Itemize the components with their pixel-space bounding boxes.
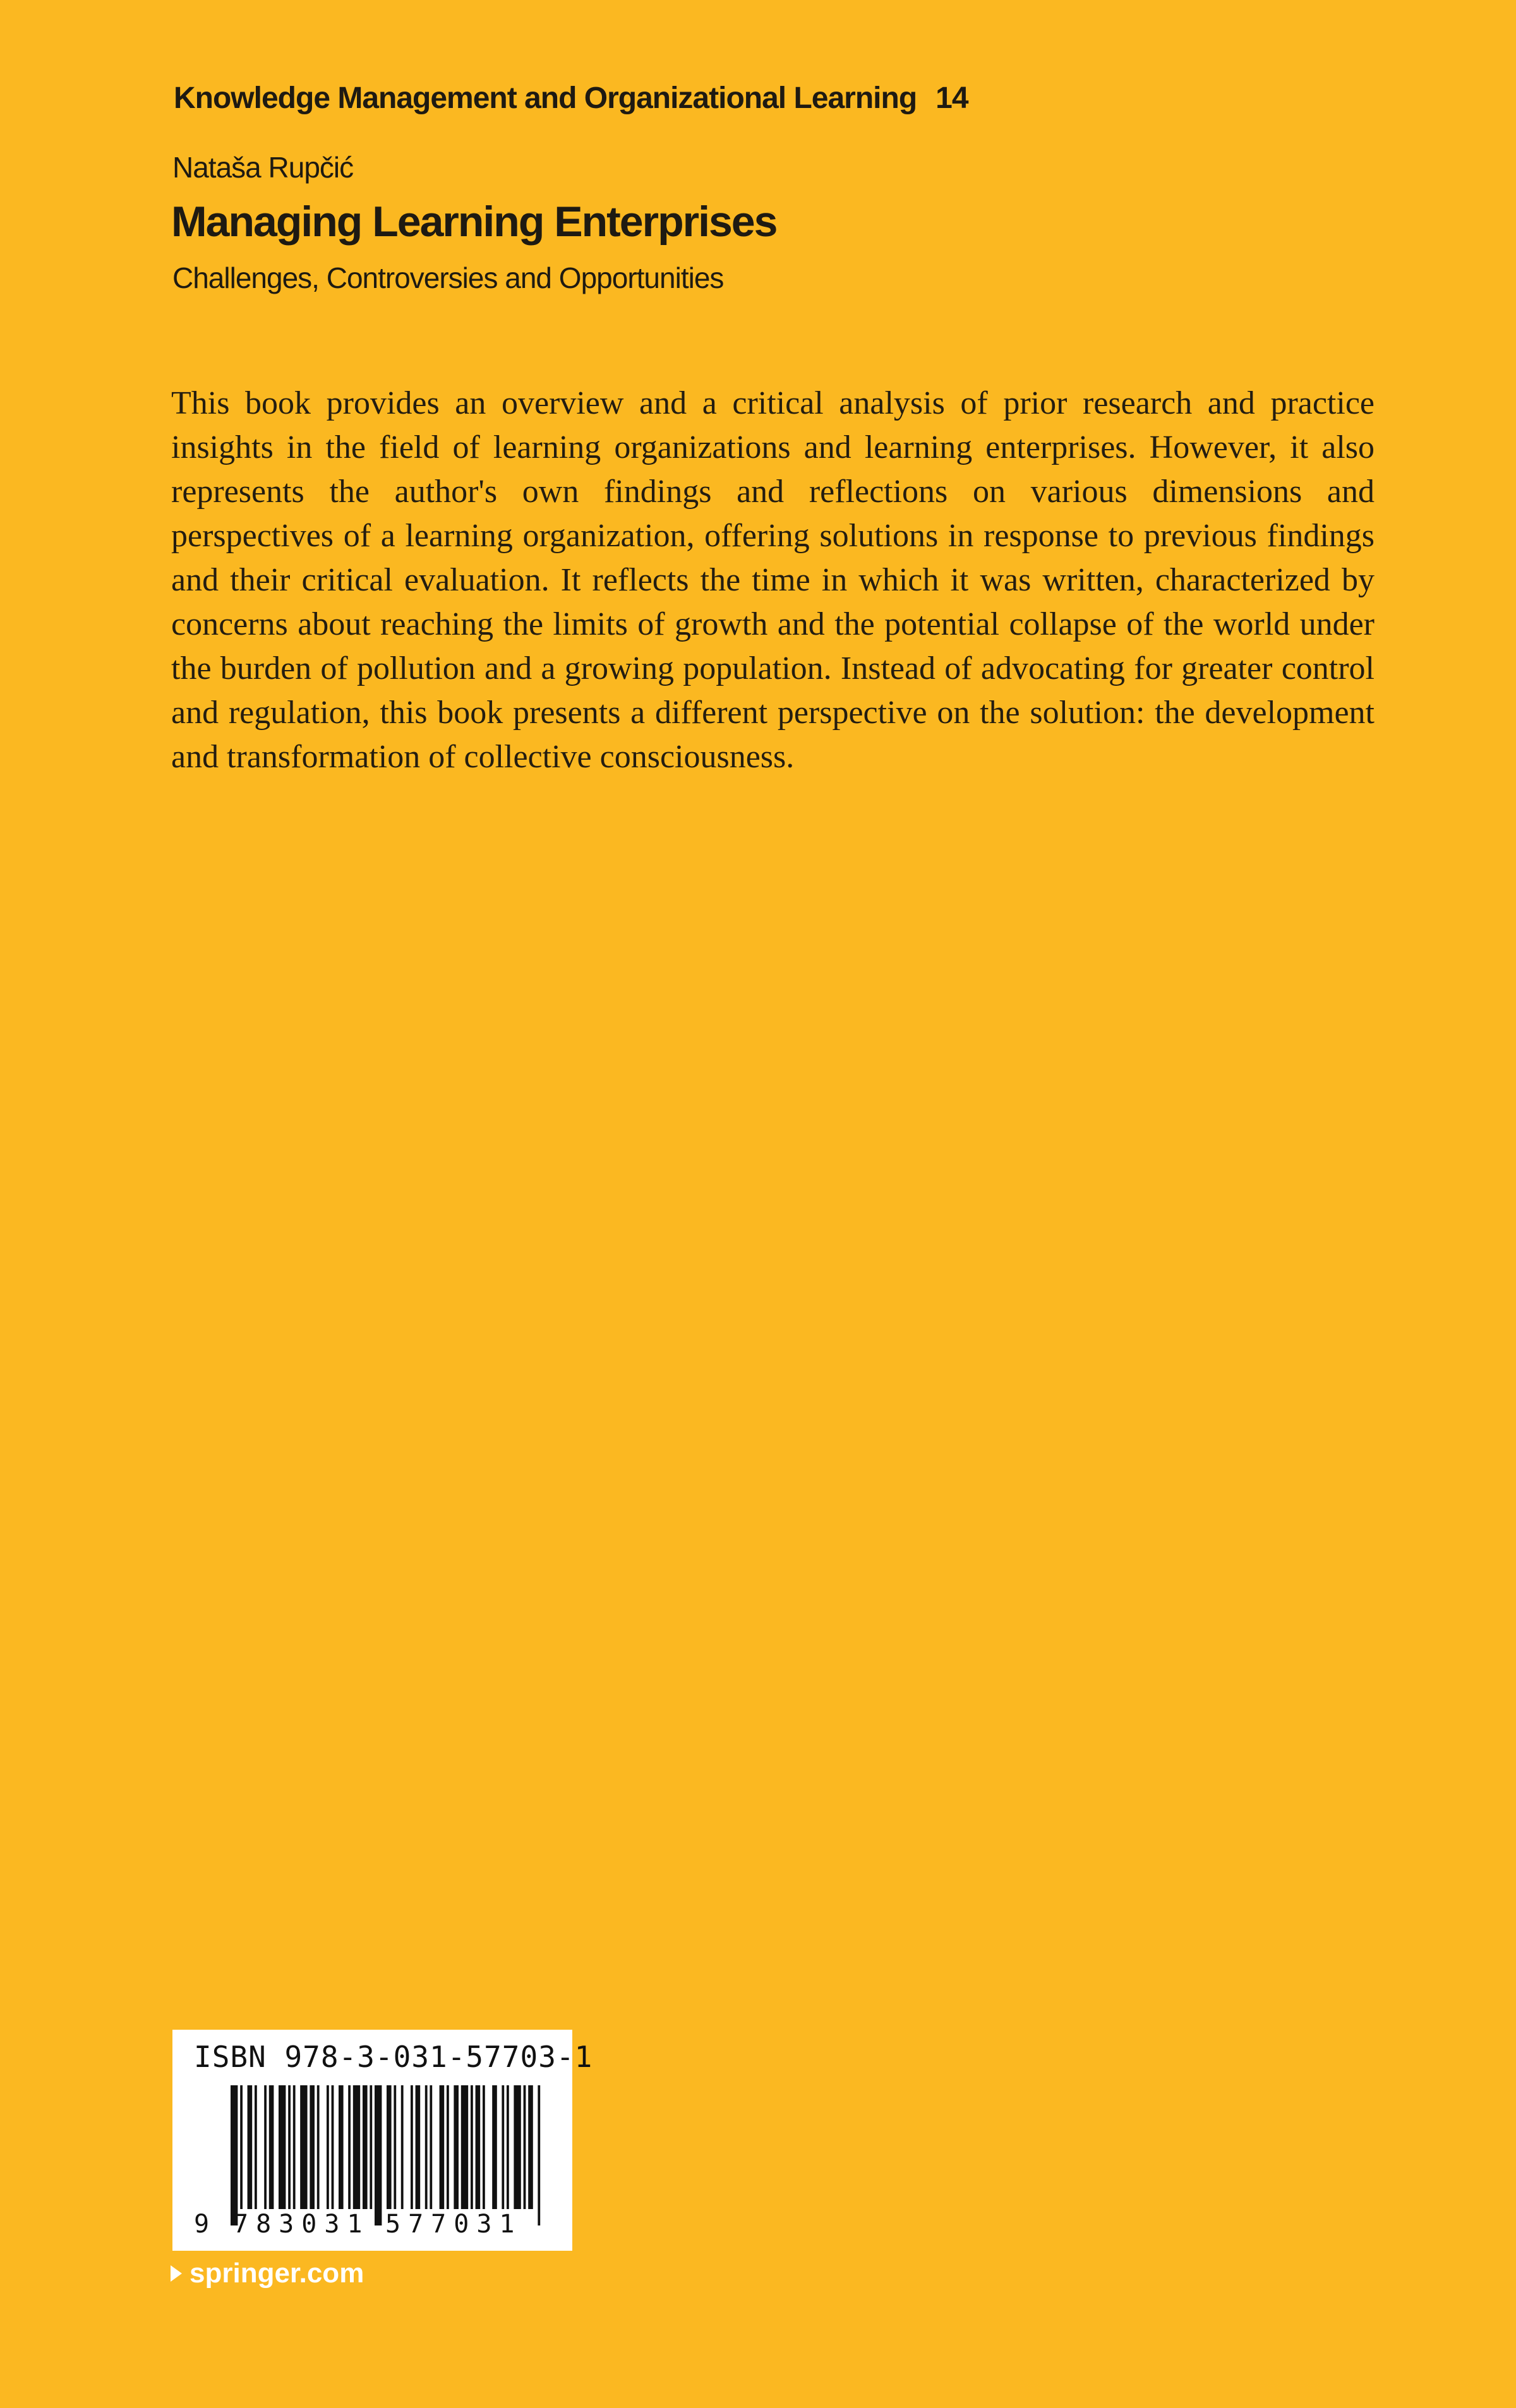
barcode-bar (293, 2085, 296, 2209)
barcode-bar (339, 2085, 344, 2209)
book-title: Managing Learning Enterprises (171, 198, 777, 246)
barcode-bar (447, 2085, 449, 2209)
arrow-right-icon (171, 2265, 182, 2282)
barcode-bar (507, 2085, 509, 2209)
author-name: Nataša Rupčić (172, 151, 354, 184)
barcode-bar (327, 2085, 329, 2209)
barcode-bar (440, 2085, 445, 2209)
barcode-bar (279, 2085, 286, 2209)
barcode-bar (416, 2085, 421, 2209)
barcode-bar (248, 2085, 253, 2209)
barcode-bar (387, 2085, 392, 2209)
springer-link[interactable] (171, 2258, 364, 2289)
isbn-label: ISBN 978-3-031-57703-1 (194, 2040, 593, 2074)
barcode-bar (240, 2085, 243, 2209)
barcode-bar (524, 2085, 526, 2209)
book-subtitle: Challenges, Controversies and Opportunities (172, 261, 724, 294)
barcode-bar (363, 2085, 368, 2209)
barcode-bar (502, 2085, 504, 2209)
barcode-bar (300, 2085, 307, 2209)
barcode-bar (401, 2085, 404, 2209)
barcode-bar (255, 2085, 257, 2209)
barcode-digits-right: 577031 (385, 2210, 522, 2239)
barcode-bar (425, 2085, 428, 2209)
series-name: Knowledge Management and Organizational Learning (174, 81, 917, 115)
barcode-bar (288, 2085, 291, 2209)
barcode-bar (492, 2085, 497, 2209)
barcode-bar (430, 2085, 432, 2209)
barcode-bar (538, 2085, 540, 2225)
barcode-bar (348, 2085, 351, 2209)
barcode-bar (394, 2085, 396, 2209)
barcode-digits-left: 783031 (233, 2210, 370, 2239)
barcode-bar (231, 2085, 238, 2225)
series-title (174, 81, 968, 116)
barcode-bar (461, 2085, 468, 2209)
series-number: 14 (935, 81, 968, 115)
book-description: This book provides an overview and a critical analysis of prior research and practice insights in the field of learning organizations and learning enterprises. However, it also represents the author's own findings and reflections on various dimensions and perspectives of a learning organization, offering solutions in response to previous findings and their critical evaluation. It reflects the time in which it was written, characterized by concerns about reaching the limits of growth and the potential collapse of the world under the burden of pollution and a growing population. Instead of advocating for greater control and regulation, this book presents a different perspective on the solution: the development and transformation of collective consciousness. (171, 385, 1375, 775)
barcode-bar (483, 2085, 485, 2209)
barcode-bar (332, 2085, 334, 2209)
barcode-bar (370, 2085, 372, 2209)
barcode-bar (375, 2085, 382, 2225)
barcode-bar (269, 2085, 274, 2209)
barcode-first-digit: 9 (194, 2210, 210, 2239)
isbn-barcode (172, 2030, 593, 2251)
springer-link-label: springer.com (190, 2258, 364, 2289)
barcode-bar (471, 2085, 473, 2209)
barcode-bar (353, 2085, 360, 2209)
barcode-bar (411, 2085, 413, 2209)
barcode-bar (528, 2085, 533, 2209)
barcode-bar (264, 2085, 267, 2209)
barcode-bar (514, 2085, 520, 2209)
barcode-bar (476, 2085, 481, 2209)
barcode-bar (310, 2085, 315, 2209)
barcode-bar (317, 2085, 320, 2209)
barcode-bar (454, 2085, 459, 2209)
